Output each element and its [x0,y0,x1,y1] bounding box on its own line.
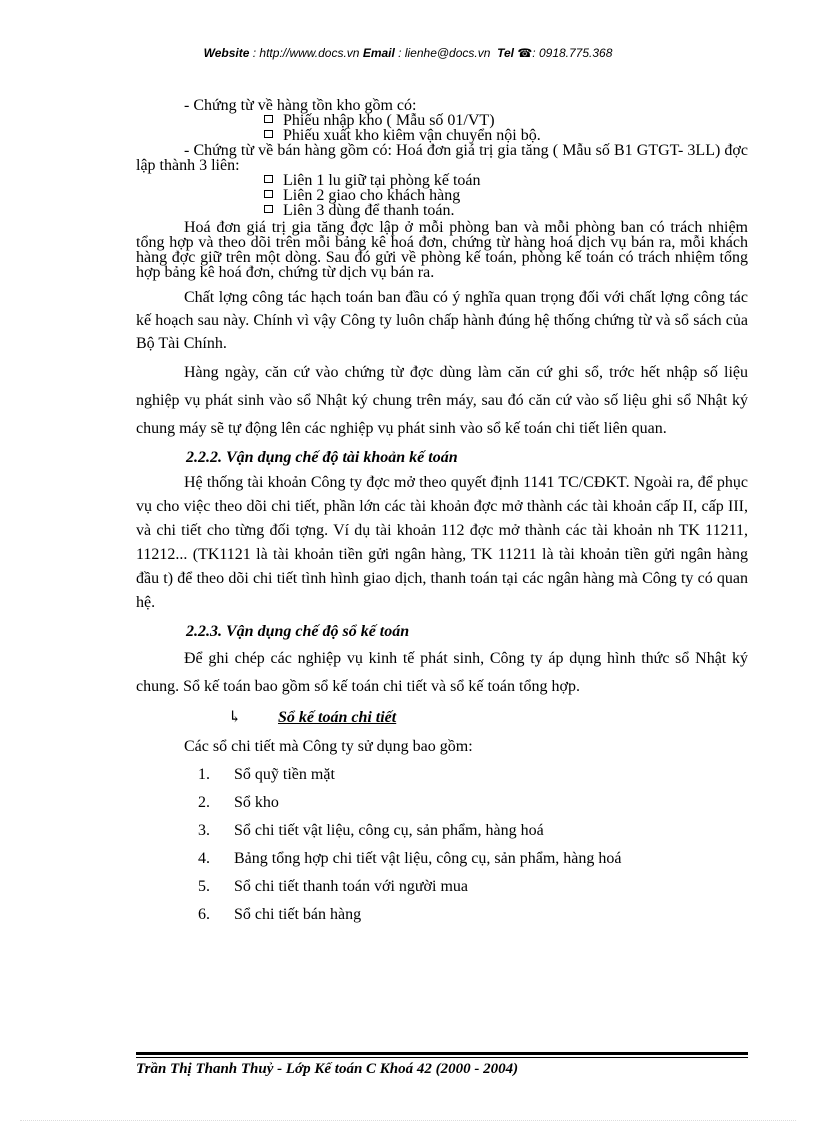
footer-divider-thin [136,1057,748,1058]
page-header: Website : http://www.docs.vn Email : lienhe@docs.vn Tel ☎: 0918.775.368 [203,46,613,60]
subheading-detail-books: ↳ Sổ kế toán chi tiết [228,707,748,729]
paragraph-daily: Hàng ngày, căn cứ vào chứng từ đợc dùng làm căn cứ ghi sổ, trớc hết nhập số liệu nghiệp vụ phát sinh vào sổ Nhật ký chung trên máy, sau đó căn cứ vào số liệu ghi sổ Nhật ký chung máy sẽ tự động lên các nghiệp vụ phát sinh vào sổ kế toán chi tiết liên quan. [136,364,748,437]
square-bullet-icon [264,175,273,183]
paragraph-accounts: Hệ thống tài khoản Công ty đợc mở theo quyết định 1141 TC/CĐKT. Ngoài ra, để phục vụ cho việc theo dõi chi tiết, phần lớn các tài khoản đợc mở thành các tài khoản cấp II, cấp III, và chi tiết cho từng đối tợng. Ví dụ tài khoản 112 đợc mở thành các tài khoản nh TK 11211, 11212... (TK1121 là tài khoản tiền gửi ngân hàng, TK 11211 là tài khoản tiền gửi ngân hàng đầu t) để theo dõi chi tiết tình hình giao dịch, thanh toán tại các ngân hàng mà Công ty có quan hệ. [136,474,748,611]
paragraph-quality: Chất lợng công tác hạch toán ban đầu có ý nghĩa quan trọng đối với chất lợng công tác kế hoạch sau này. Chính vì vậy Công ty luôn chấp hành đúng hệ thống chứng từ và sổ sách của Bộ Tài Chính. [136,289,748,352]
square-bullet-icon [264,115,273,123]
email-label: Email [362,46,395,60]
list-item: 4. Bảng tổng hợp chi tiết vật liệu, công cụ, sản phẩm, hàng hoá [198,850,622,867]
paragraph-books: Để ghi chép các nghiệp vụ kinh tế phát sinh, Công ty áp dụng hình thức sổ Nhật ký chung. Sổ kế toán bao gồm sổ kế toán chi tiết và sổ kế toán tổng hợp. [136,650,748,695]
square-bullet-icon [264,190,273,198]
bullet-item: Phiếu xuất kho kiêm vận chuyển nội bộ. [136,128,748,143]
bullet-item: Phiếu nhập kho ( Mẫu số 01/VT) [136,113,748,128]
tel-value: 0918.775.368 [538,46,613,60]
block-receipts [136,98,748,280]
email-value[interactable]: lienhe@docs.vn [404,46,491,60]
document-body [136,98,748,929]
square-bullet-icon [264,205,273,213]
bullet-item: Liên 1 lu giữ tại phòng kế toán [136,173,748,188]
page-edge-divider [20,1120,796,1121]
tel-label: Tel [497,46,514,60]
square-bullet-icon [264,130,273,138]
list-item: 1. Sổ quỹ tiền mặt [198,766,335,783]
website-value[interactable]: http://www.docs.vn [259,46,360,60]
list-item: 3. Sổ chi tiết vật liệu, công cụ, sản phẩm, hàng hoá [198,822,544,839]
list-item: 6. Sổ chi tiết bán hàng [198,906,362,923]
page-footer: Trần Thị Thanh Thuỷ - Lớp Kế toán C Khoá 42 (2000 - 2004) [136,1061,519,1077]
section-heading-books: 2.2.3. Vận dụng chế độ sổ kế toán [186,623,410,640]
website-label: Website [203,46,250,60]
invoice-paragraph: Hoá đơn giá trị gia tăng đợc lập ở mỗi phòng ban và mỗi phòng ban có trách nhiệm tổng hợp và theo dõi trên mỗi bảng kê hoá đơn, chứng từ hàng hoá dịch vụ bán ra, mỗi khách hàng đợc giữ trên một dòng. Sau đó gửi về phòng kế toán, phòng kế toán có trách nhiệm tổng hợp bảng kê hoá đơn, chứng từ dịch vụ bán ra. [136,219,748,281]
sales-docs-line: - Chứng từ về bán hàng gồm có: Hoá đơn giá trị gia tăng ( Mẫu số B1 GTGT- 3LL) đợc lập thành 3 liên: [136,142,748,174]
list-item: 2. Sổ kho [198,794,279,811]
list-item: 5. Sổ chi tiết thanh toán với người mua [198,878,469,895]
phone-icon: ☎ [517,46,533,60]
bullet-item: Liên 2 giao cho khách hàng [136,188,748,203]
footer-divider [136,1052,748,1055]
inventory-docs-line: - Chứng từ về hàng tồn kho gồm có: [184,97,417,114]
arrow-bullet-icon: ↳ [228,709,242,726]
bullet-item: Liên 3 dùng để thanh toán. [136,203,748,218]
list-intro: Các sổ chi tiết mà Công ty sử dụng bao gồm: [184,738,473,755]
detail-books-list [136,761,748,929]
section-heading-accounts: 2.2.2. Vận dụng chế độ tài khoản kế toán [186,449,458,466]
